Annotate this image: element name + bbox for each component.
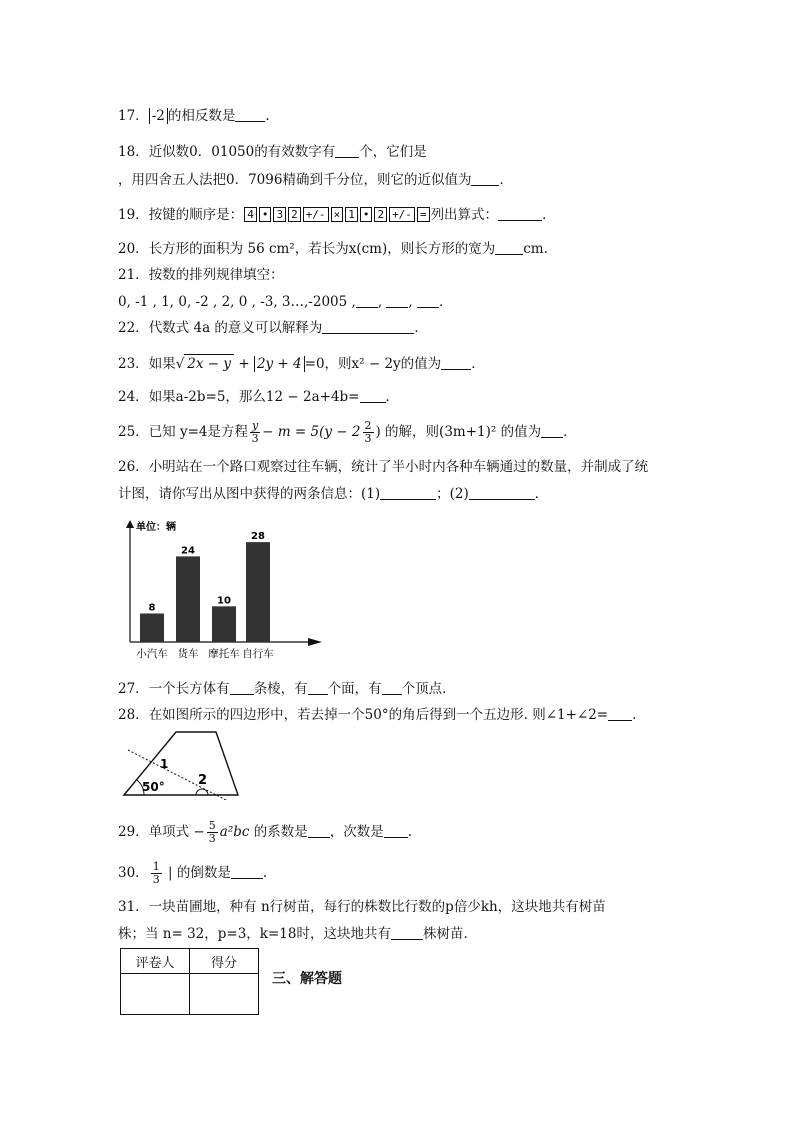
question-23: 23．如果√ 2x − y + 2y + 4 =0，则x² − 2y的值为 ．: [118, 356, 485, 372]
grader-cell[interactable]: [121, 974, 190, 1015]
data-label-3: 28: [251, 531, 265, 543]
answer-blank[interactable]: [230, 680, 254, 695]
question-31-line2: 株；当 n= 32，p=3，k=18时，这块地共有 株树苗.: [118, 926, 468, 942]
question-31-line1: 31．一块苗圃地，种有 n行树苗，每行的株数比行数的p倍少kh，这块地共有树苗: [118, 899, 606, 915]
answer-blank[interactable]: [356, 293, 378, 308]
fraction: $\frac{y}{3}$: [251, 419, 259, 445]
score-cell[interactable]: [190, 974, 259, 1015]
answer-blank[interactable]: [391, 925, 423, 940]
data-label-2: 10: [217, 595, 231, 607]
grader-header: 评卷人: [121, 949, 190, 974]
bar-0: [140, 613, 164, 642]
category-label-3: 自行车: [242, 648, 274, 660]
question-21-sequence: 0, -1 , 1, 0, -2 , 2, 0 , -3, 3…,-2005 , , , ．: [118, 294, 453, 310]
question-26-line2: 计图，请你写出从图中获得的两条信息：(1) ；(2) ．: [118, 486, 549, 502]
fraction: $\frac{2}{3}$: [364, 419, 372, 445]
question-18-line2: ，用四舍五人法把0．7096精确到千分位，则它的近似值为 ．: [118, 172, 513, 188]
answer-blank[interactable]: [360, 388, 386, 403]
category-label-0: 小汽车: [136, 648, 168, 660]
question-19: 19．按键的顺序是： 4 • 3 2 +/- × 1 • 2 +/- = 列出算式： ．: [118, 207, 556, 223]
answer-blank[interactable]: [608, 706, 632, 721]
answer-blank[interactable]: [335, 143, 359, 158]
angle-label-1: 1: [160, 757, 169, 771]
answer-blank[interactable]: [322, 319, 414, 334]
y-axis-label: 单位：辆: [136, 522, 176, 533]
angle-arc-2: [196, 789, 208, 795]
y-axis-arrow: [126, 520, 134, 528]
bar-2: [212, 606, 236, 642]
calculator-key: +/-: [389, 207, 415, 222]
answer-blank[interactable]: [498, 206, 542, 221]
sqrt-expression: 2x − y: [184, 354, 234, 373]
question-26-line1: 26．小明站在一个路口观察过往车辆，统计了半小时内各种车辆通过的数量，并制成了统: [118, 459, 649, 475]
category-label-2: 摩托车: [208, 648, 240, 660]
score-header: 得分: [190, 949, 259, 974]
question-20: 20．长方形的面积为 56 cm²，若长为x(cm)，则长方形的宽为 cm.: [118, 241, 548, 257]
calculator-key: ×: [331, 207, 344, 222]
question-22: 22．代数式 4a 的意义可以解释为 ．: [118, 320, 428, 336]
question-24: 24．如果a-2b=5，那么12 − 2a+4b= ．: [118, 389, 399, 405]
data-label-1: 24: [181, 545, 195, 557]
answer-blank[interactable]: [380, 485, 436, 500]
calculator-key: 4: [244, 207, 257, 222]
answer-blank[interactable]: [384, 823, 408, 838]
answer-blank[interactable]: [417, 293, 439, 308]
calculator-key: •: [259, 207, 272, 222]
absolute-value: 2y + 4: [254, 356, 305, 372]
bar-1: [176, 556, 200, 642]
fraction: $\frac{1}{3}$: [152, 860, 160, 886]
answer-blank[interactable]: [231, 864, 263, 879]
answer-blank[interactable]: [235, 107, 265, 122]
answer-blank[interactable]: [382, 680, 402, 695]
calculator-key: 3: [273, 207, 286, 222]
calculator-key: •: [360, 207, 373, 222]
score-table: [120, 948, 259, 1015]
answer-blank[interactable]: [308, 680, 328, 695]
answer-blank[interactable]: [469, 485, 535, 500]
answer-blank[interactable]: [541, 423, 563, 438]
angle-label-2: 2: [198, 773, 208, 788]
quadrilateral-figure: [118, 728, 244, 800]
question-number: 17．: [118, 108, 149, 124]
answer-blank[interactable]: [386, 293, 408, 308]
bar-3: [246, 542, 270, 642]
angle-label-50: 50°: [142, 780, 165, 794]
question-29: 29．单项式 − $\frac{5}{3}$ a²bc 的系数是 ，次数是 .: [118, 819, 413, 845]
calculator-keys: [243, 207, 430, 223]
answer-blank[interactable]: [441, 355, 471, 370]
question-17: 17． -2 的相反数是 .: [118, 108, 270, 124]
calculator-key: 2: [374, 207, 387, 222]
answer-blank[interactable]: [308, 823, 330, 838]
question-27: 27．一个长方体有 条棱，有 个面，有 个顶点．: [118, 681, 456, 697]
question-21: 21．按数的排列规律填空：: [118, 267, 284, 283]
answer-blank[interactable]: [495, 240, 523, 255]
sqrt-sign: √: [175, 356, 185, 372]
absolute-value: -2: [149, 108, 168, 124]
question-30: 30． $\frac{1}{3}$ | 的倒数是 ．: [118, 860, 277, 886]
category-label-1: 货车: [177, 648, 199, 660]
section-title: 三、解答题: [272, 971, 342, 987]
calculator-key: 1: [345, 207, 358, 222]
vehicle-bar-chart: [118, 514, 328, 662]
calculator-key: =: [417, 207, 430, 222]
calculator-key: +/-: [303, 207, 329, 222]
answer-blank[interactable]: [471, 171, 499, 186]
question-28: 28．在如图所示的四边形中，若去掉一个50°的角后得到一个五边形. 则∠1+∠2= .: [118, 707, 637, 723]
fraction: $\frac{5}{3}$: [208, 819, 216, 845]
question-18-line1: 18．近似数0．01050的有效数字有 个，它们是: [118, 144, 427, 160]
calculator-key: 2: [288, 207, 301, 222]
x-axis-arrow: [308, 638, 322, 646]
data-label-0: 8: [148, 602, 156, 614]
question-25: 25．已知 y=4是方程 $\frac{y}{3}$ − m = 5(y − 2 $\frac{2}{3}$ ) 的解，则(3m+1)² 的值为 ．: [118, 419, 577, 445]
